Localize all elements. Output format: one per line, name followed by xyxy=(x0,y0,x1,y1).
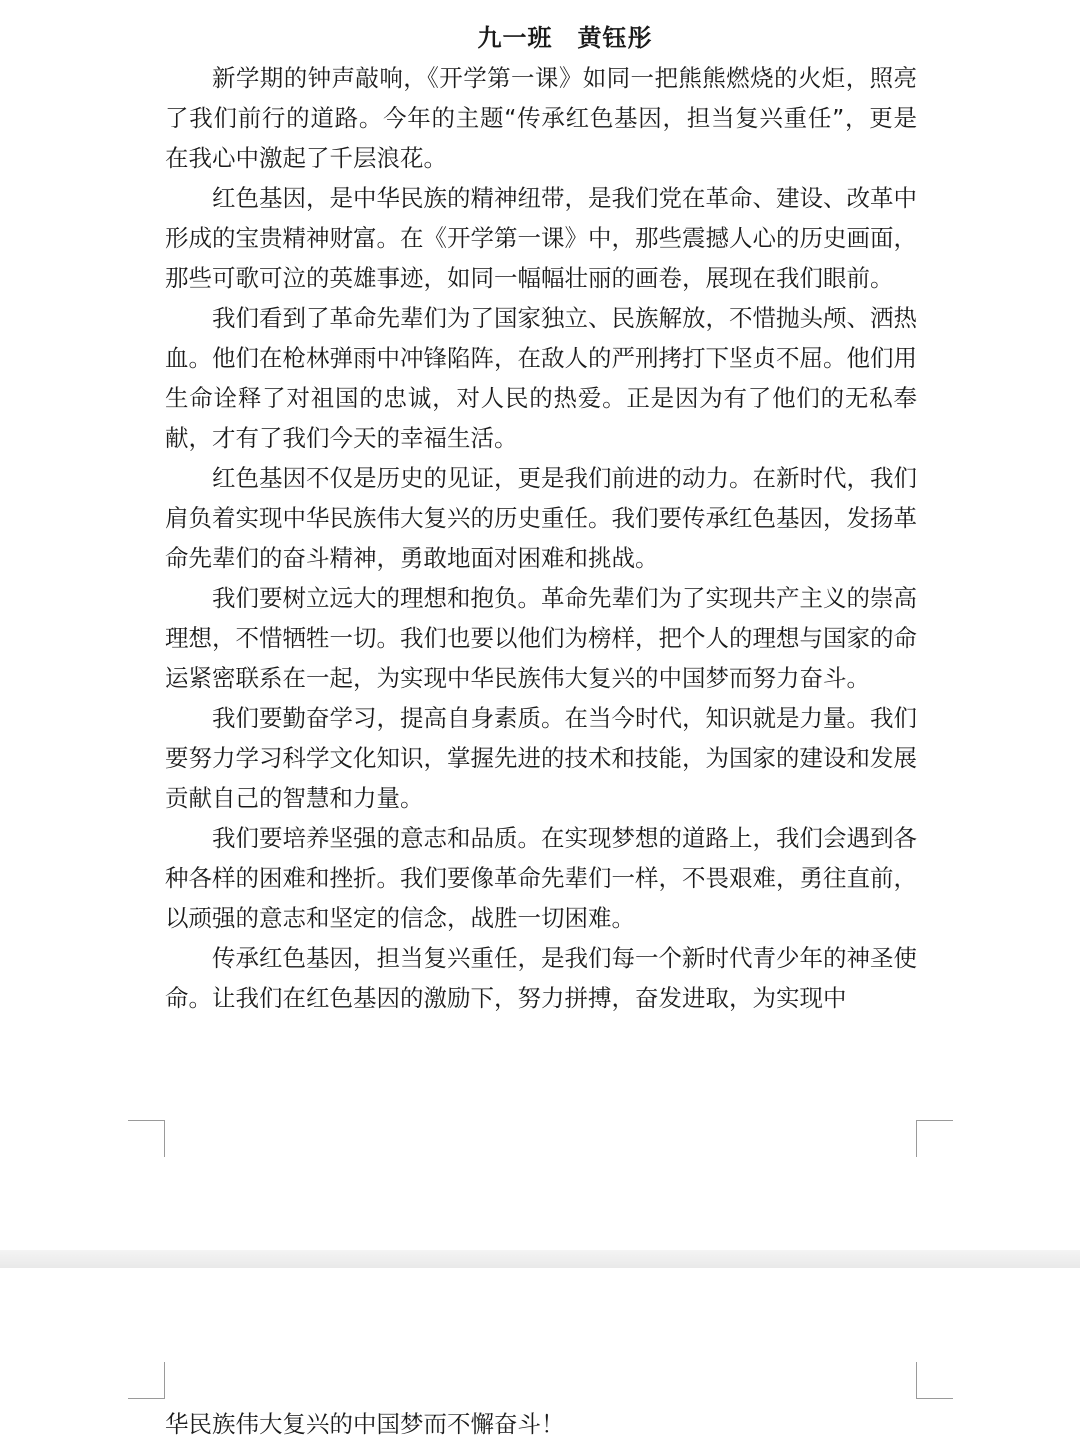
page-corner-mark-top-right xyxy=(916,1362,953,1399)
page-corner-mark-bottom-left xyxy=(128,1120,165,1157)
paragraph-3: 我们看到了革命先辈们为了国家独立、民族解放，不惜抛头颅、洒热血。他们在枪林弹雨中冲锋陷阵，在敌人的严刑拷打下坚贞不屈。他们用生命诠释了对祖国的忠诚，对人民的热爱。正是因为有了他们的无私奉献，才有了我们今天的幸福生活。 xyxy=(165,304,917,452)
page-break-gap xyxy=(0,1250,1080,1268)
document-title: 九一班 黄钰彤 xyxy=(477,24,653,52)
page-corner-mark-bottom-right xyxy=(916,1120,953,1157)
document-body[interactable] xyxy=(165,58,917,1018)
paragraph-5: 我们要树立远大的理想和抱负。革命先辈们为了实现共产主义的崇高理想，不惜牺牲一切。我们也要以他们为榜样，把个人的理想与国家的命运紧密联系在一起，为实现中华民族伟大复兴的中国梦而努力奋斗。 xyxy=(165,584,917,692)
paragraph-2: 红色基因，是中华民族的精神纽带，是我们党在革命、建设、改革中形成的宝贵精神财富。在《开学第一课》中，那些震撼人心的历史画面，那些可歌可泣的英雄事迹，如同一幅幅壮丽的画卷，展现在我们眼前。 xyxy=(165,184,917,292)
paragraph-1: 新学期的钟声敲响，《开学第一课》如同一把熊熊燃烧的火炬，照亮了我们前行的道路。今年的主题“传承红色基因，担当复兴重任”，更是在我心中激起了千层浪花。 xyxy=(165,64,917,172)
page-corner-mark-top-left xyxy=(128,1362,165,1399)
paragraph-6: 我们要勤奋学习，提高自身素质。在当今时代，知识就是力量。我们要努力学习科学文化知识，掌握先进的技术和技能，为国家的建设和发展贡献自己的智慧和力量。 xyxy=(165,704,917,812)
paragraph-8: 传承红色基因，担当复兴重任，是我们每一个新时代青少年的神圣使命。让我们在红色基因的激励下，努力拼搏，奋发进取，为实现中 xyxy=(165,944,917,1012)
paragraph-8-continuation: 华民族伟大复兴的中国梦而不懈奋斗！ xyxy=(165,1410,565,1438)
paragraph-7: 我们要培养坚强的意志和品质。在实现梦想的道路上，我们会遇到各种各样的困难和挫折。我们要像革命先辈们一样，不畏艰难，勇往直前，以顽强的意志和坚定的信念，战胜一切困难。 xyxy=(165,824,917,932)
paragraph-4: 红色基因不仅是历史的见证，更是我们前进的动力。在新时代，我们肩负着实现中华民族伟大复兴的历史重任。我们要传承红色基因，发扬革命先辈们的奋斗精神，勇敢地面对困难和挑战。 xyxy=(165,464,917,572)
